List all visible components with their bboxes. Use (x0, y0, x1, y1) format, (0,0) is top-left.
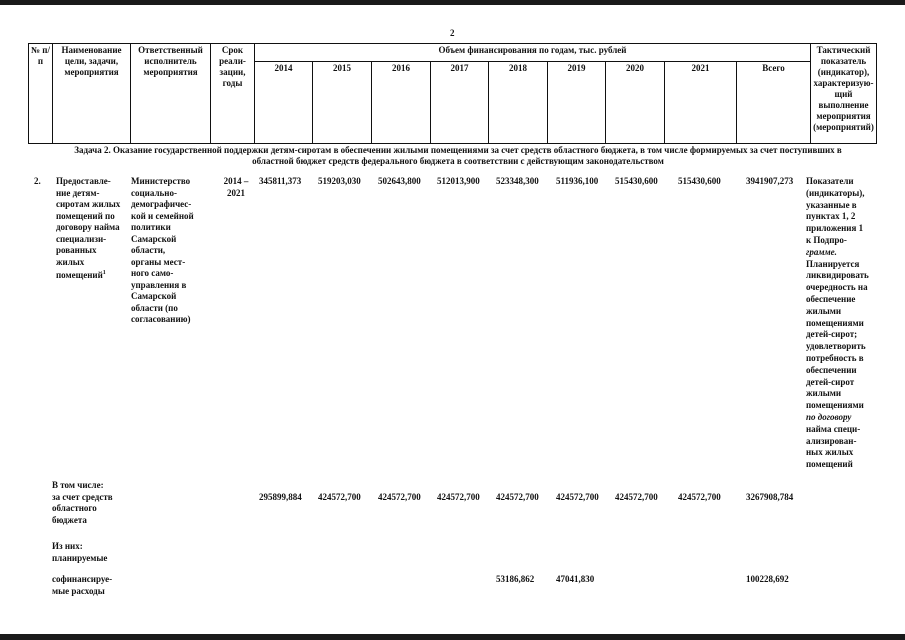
sub1-value-2019: 424572,700 (556, 492, 599, 502)
sub1-label: В том числе: за счет средств областного бюджета (52, 480, 113, 525)
sub3-value-2018: 53186,862 (496, 574, 535, 584)
sub1-value-2015: 424572,700 (318, 492, 361, 502)
header-year: 2018 (489, 61, 548, 143)
row-number: 2. (34, 176, 41, 186)
value-2020: 515430,600 (615, 176, 658, 186)
sub1-value-2016: 424572,700 (378, 492, 421, 502)
value-2017: 512013,900 (437, 176, 480, 186)
sub1-value-2014: 295899,884 (259, 492, 302, 502)
sub2-label: Из них: планируемые (52, 541, 108, 563)
sub1-value-2021: 424572,700 (678, 492, 721, 502)
funding-table-header (28, 43, 877, 144)
sub1-value-2020: 424572,700 (615, 492, 658, 502)
sub1-value-total: 3267908,784 (746, 492, 794, 502)
header-year: 2014 (255, 61, 313, 143)
footnote-mark: 1 (102, 270, 106, 276)
page-top-border (0, 0, 905, 5)
indicator-text: Показатели (индикаторы), указанные в пунктах 1, 2 приложения 1 к Подпро- (806, 176, 865, 245)
row-name-text: Предоставле- ние детям- сиротам жилых помещений по договору найма специализи- рованных жилых помещений (56, 176, 121, 280)
header-year: 2020 (606, 61, 665, 143)
task-title: Задача 2. Оказание государственной поддержки детям-сиротам в обеспечении жилыми помещениями за счет средств областного бюджета, в том числе формируемых за счет поступивших в областной бюджет средств федерального бюджета в соответствии с действующим законодательством (74, 145, 842, 166)
sub1-value-2017: 424572,700 (437, 492, 480, 502)
value-2019: 511936,100 (556, 176, 599, 186)
sub1-value-2018: 424572,700 (496, 492, 539, 502)
value-2016: 502643,800 (378, 176, 421, 186)
page-bottom-border (0, 634, 905, 640)
indicator-text-2: Планируется ликвидировать очередность на обеспечение жилыми помещениями детей-сирот; удовлетворить потребность в обеспечении детей-сирот жилыми помещениями (806, 258, 869, 411)
header-year: 2017 (431, 61, 489, 143)
value-2015: 519203,030 (318, 176, 361, 186)
value-2014: 345811,373 (259, 176, 302, 186)
header-term: Срок реали-зации, годы (211, 44, 255, 144)
indicator-text-italic: грамме. (806, 246, 837, 257)
row-indicator (806, 176, 902, 471)
header-year: 2019 (548, 61, 606, 143)
header-num: № п/п (29, 44, 53, 144)
value-total: 3941907,273 (746, 176, 794, 186)
header-year: 2021 (665, 61, 737, 143)
header-indicator: Тактический показатель (индикатор), характеризую-щий выполнение мероприятия (мероприятий) (811, 44, 877, 144)
header-responsible: Ответственный исполнитель мероприятия (131, 44, 211, 144)
row-term: 2014 – 2021 (223, 176, 249, 198)
value-2018: 523348,300 (496, 176, 539, 186)
value-2021: 515430,600 (678, 176, 721, 186)
sub3-label: софинансируе- мые расходы (52, 574, 113, 596)
row-responsible: Министерство социально- демографичес- кой и семейной политики Самарской области, органы мест- ного само- управления в Самарской области (по согласованию) (131, 176, 194, 324)
header-funding: Объем финансирования по годам, тыс. рублей (255, 44, 811, 62)
indicator-text-3: найма специ- ализирован- ных жилых помещений (806, 423, 861, 470)
sub3-value-2019: 47041,830 (556, 574, 595, 584)
header-year: 2015 (313, 61, 372, 143)
header-total: Всего (737, 61, 811, 143)
header-name: Наименование цели, задачи, мероприятия (53, 44, 131, 144)
header-year: 2016 (372, 61, 431, 143)
indicator-text-italic-2: по договору (806, 411, 852, 422)
row-name (56, 176, 132, 282)
sub3-value-total: 100228,692 (746, 574, 789, 584)
page-number: 2 (450, 28, 455, 38)
